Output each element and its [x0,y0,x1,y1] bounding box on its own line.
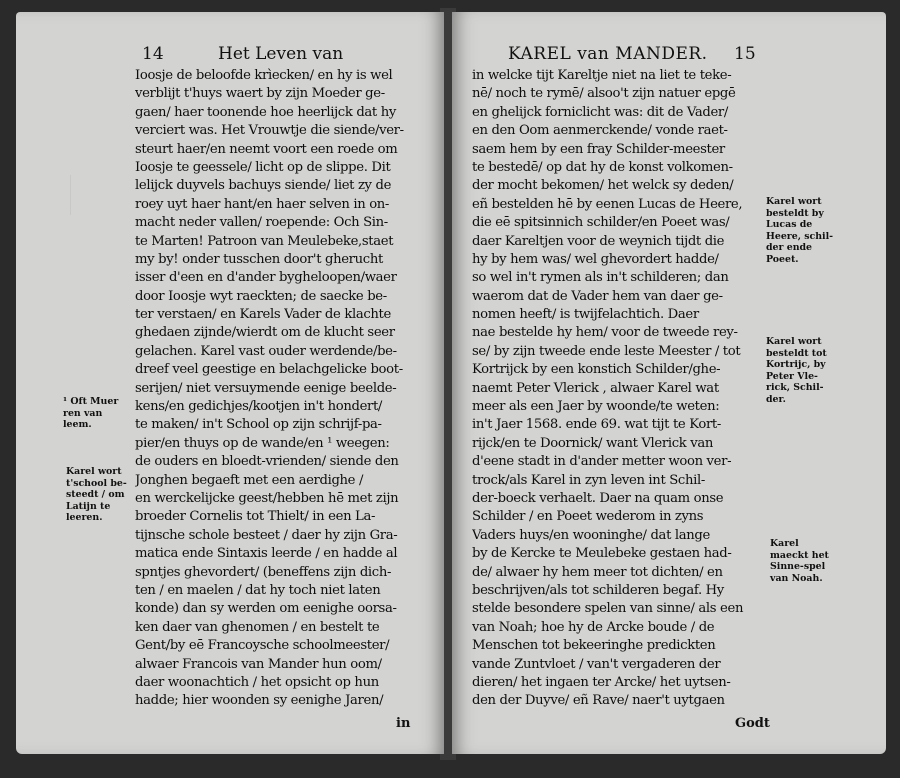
note-line: rick, Schil- [766,382,824,393]
note-line: Poeet. [766,253,799,265]
text-line: te maken/ in't School op zijn schrijf-pa- [135,417,382,433]
text-line: den der Duyve/ eñ Rave/ naer't uytgaen [472,693,725,709]
text-line: saem hem by een fray Schilder-meester [472,141,725,157]
right-body-text [472,67,764,711]
text-line: naemt Peter Vlerick , alwaer Karel wat [472,380,719,396]
text-line: ghedaen zijnde/wierdt om de klucht seer [135,325,395,341]
text-line: waerom dat de Vader hem van daer ge- [472,288,723,304]
note-line: Sinne-spel [770,561,826,572]
note-line: Heere, schil- [766,230,834,242]
text-line: Schilder / en Poeet wederom in zyns [472,509,704,525]
text-line: Ioosje de beloofde krìecken/ en hy is wel [135,68,393,83]
text-line: Menschen tot bekeeringhe predickten [472,638,716,654]
right-margin-note-2 [766,336,827,405]
text-line: ten / en maelen / dat hy toch niet laten [135,582,381,598]
left-page-number: 14 [142,44,164,64]
text-line: dieren/ het ingaen ter Arcke/ het uytsen- [472,674,731,690]
text-line: konde) dan sy werden om eenighe oorsa- [135,601,397,617]
text-line: leliјck duyvels bachuys siende/ liet zy de [135,178,392,194]
text-line: alwaer Francois van Mander hun oom/ [135,656,382,672]
text-line: in welcke tijt Kareltje niet na liet te teke- [472,68,732,83]
text-line: nae bestelde hy hem/ voor de tweede rey- [472,325,738,341]
text-line: by de Kercke te Meulebeke gestaen had- [472,546,732,562]
note-line: Latijn te [66,500,111,512]
right-catchword: Godt [735,716,770,731]
note-line: Karel wort [766,336,822,347]
text-line: te bestedē/ op dat hy de konst volkomen- [472,159,733,175]
text-line: verblijt t'huys waert by zijn Moeder ge- [135,86,385,102]
text-line: de ouders en bloedt-vrienden/ siende den [135,454,399,470]
text-line: Gent/by eē Francoysche schoolmeester/ [135,638,390,654]
text-line: en den Oom aenmerckende/ vonde raet- [472,123,728,139]
text-line: dreef veel geestige en belachgelicke boot- [135,362,403,378]
left-margin-note-1 [63,396,118,431]
text-line: trock/als Karel in zyn leven int Schil- [472,472,705,488]
text-line: daer woonachtich / het opsicht op hun [135,674,379,690]
text-line: ter verstaen/ en Karels Vader de klachte [135,307,391,323]
text-line: van Noah; hoe hy de Arcke boude / de [472,619,715,635]
note-line: Karel [770,538,799,549]
text-line: isser d'een en d'ander bygheloopen/waer [135,270,397,286]
text-line: pier/en thuys op de wande/en ¹ weegen: [135,435,390,451]
text-line: se/ by zijn tweede ende leste Meester / tot [472,343,741,359]
right-margin-note-1 [766,196,833,265]
note-line: Karel wort [766,196,822,207]
note-line: Peter Vle- [766,370,818,382]
text-line: hy by hem was/ wel ghevordert hadde/ [472,251,719,267]
text-line: steurt haer/en neemt voort een roede om [135,141,398,157]
text-line: Kortrijck by een konstich Schilder/ghe- [472,362,721,378]
note-line: leem. [63,419,92,430]
note-line: Karel wort [66,466,122,477]
text-line: my by! onder tusschen door't gherucht [135,251,383,267]
text-line: d'eene stadt in d'ander metter woon ver- [472,454,732,470]
note-line: steedt / om [66,489,125,500]
text-line: spntjes ghevordert/ (beneffens zijn dich- [135,564,392,580]
text-line: de/ alwaer hy hem meer tot dichten/ en [472,564,723,580]
text-line: en werckelijcke geest/hebben hē met zijn [135,490,399,506]
left-catchword: in [396,716,411,731]
text-line: vande Zuntvloet / van't vergaderen der [472,656,721,672]
text-line: der mocht bekomen/ het welck sy deden/ [472,178,734,194]
text-line: verciert was. Het Vrouwtje die siende/ver- [135,123,404,139]
note-line: Kortrijc, by [766,359,826,370]
text-line: door Ioosje wyt raeckten; de saecke be- [135,288,387,304]
text-line: kens/en gedichjes/kootjen in't hondert/ [135,399,383,415]
text-line: hadde; hier woonden sy eenighe Jaren/ [135,693,384,709]
text-line: matica ende Sintaxis leerde / en hadde al [135,546,398,562]
text-line: nomen heeft/ is twijfelachtich. Daer [472,307,699,323]
note-line: besteldt by [766,207,824,219]
text-line: daer Kareltjen voor de weynich tijdt die [472,233,725,249]
right-margin-note-3 [770,538,829,584]
text-line: gelachen. Karel vast ouder werdende/be- [135,343,397,359]
text-line: die eē spitsinnich schilder/en Poeet was/ [472,215,730,231]
text-line: rijck/en te Doornick/ want Vlerick van [472,435,713,451]
text-line: en ghelijck forniclicht was: dit de Vader/ [472,104,728,120]
text-line: der-boeck verhaelt. Daer na quam onse [472,490,724,506]
note-line: van Noah. [770,572,823,584]
note-line: der ende [766,242,813,253]
text-line: gaen/ haer toonende hoe heerlijck dat hy [135,104,396,120]
text-line: beschrijven/als tot schilderen begaf. Hy [472,582,724,598]
text-line: so wel in't rymen als in't schilderen; dan [472,270,729,286]
right-page-number: 15 [734,44,756,64]
text-line: in't Jaer 1568. ende 69. wat tijt te Kort- [472,417,721,433]
text-line: nē/ noch te rymē/ alsoo't zijn natuer epgē [472,86,736,102]
bleed-through-mark [70,175,119,215]
note-line: der. [766,393,786,405]
text-line: roey uyt haer hant/en haer selven in on- [135,196,390,212]
text-line: meer als een Jaer by woonde/te weten: [472,399,720,415]
text-line: macht neder vallen/ roepende: Och Sin- [135,215,388,231]
right-running-head: KAREL van MANDER. [508,44,708,64]
text-line: te Marten! Patroon van Meulebeke,staet [135,233,394,249]
text-line: stelde besondere spelen van sinne/ als een [472,601,744,617]
text-line: Ioosje te geessele/ licht op de slippe. Dit [135,159,391,175]
text-line: Jonghen begaeft met een aerdighe / [135,472,364,488]
text-line: eñ bestelden hē by eenen Lucas de Heere, [472,196,743,212]
note-line: maeckt het [770,549,829,561]
text-line: broeder Cornelis tot Thielt/ in een La- [135,509,376,525]
left-margin-note-2 [66,466,127,524]
note-line: leeren. [66,512,103,523]
note-line: t'school be- [66,477,127,489]
text-line: Vaders huys/en wooninghe/ dat lange [472,527,710,543]
note-line: Lucas de [766,219,813,230]
text-line: ken daer van ghenomen / en bestelt te [135,619,380,635]
note-line: ren van [63,407,103,419]
text-line: tijnsche schole besteet / daer hy zijn Gra- [135,527,398,543]
note-line: ¹ Oft Muer [63,396,119,407]
left-running-head: Het Leven van [218,44,344,64]
note-line: besteldt tot [766,347,827,359]
text-line: serijen/ niet versuymende eenige beelde- [135,380,397,396]
left-body-text [135,67,429,711]
